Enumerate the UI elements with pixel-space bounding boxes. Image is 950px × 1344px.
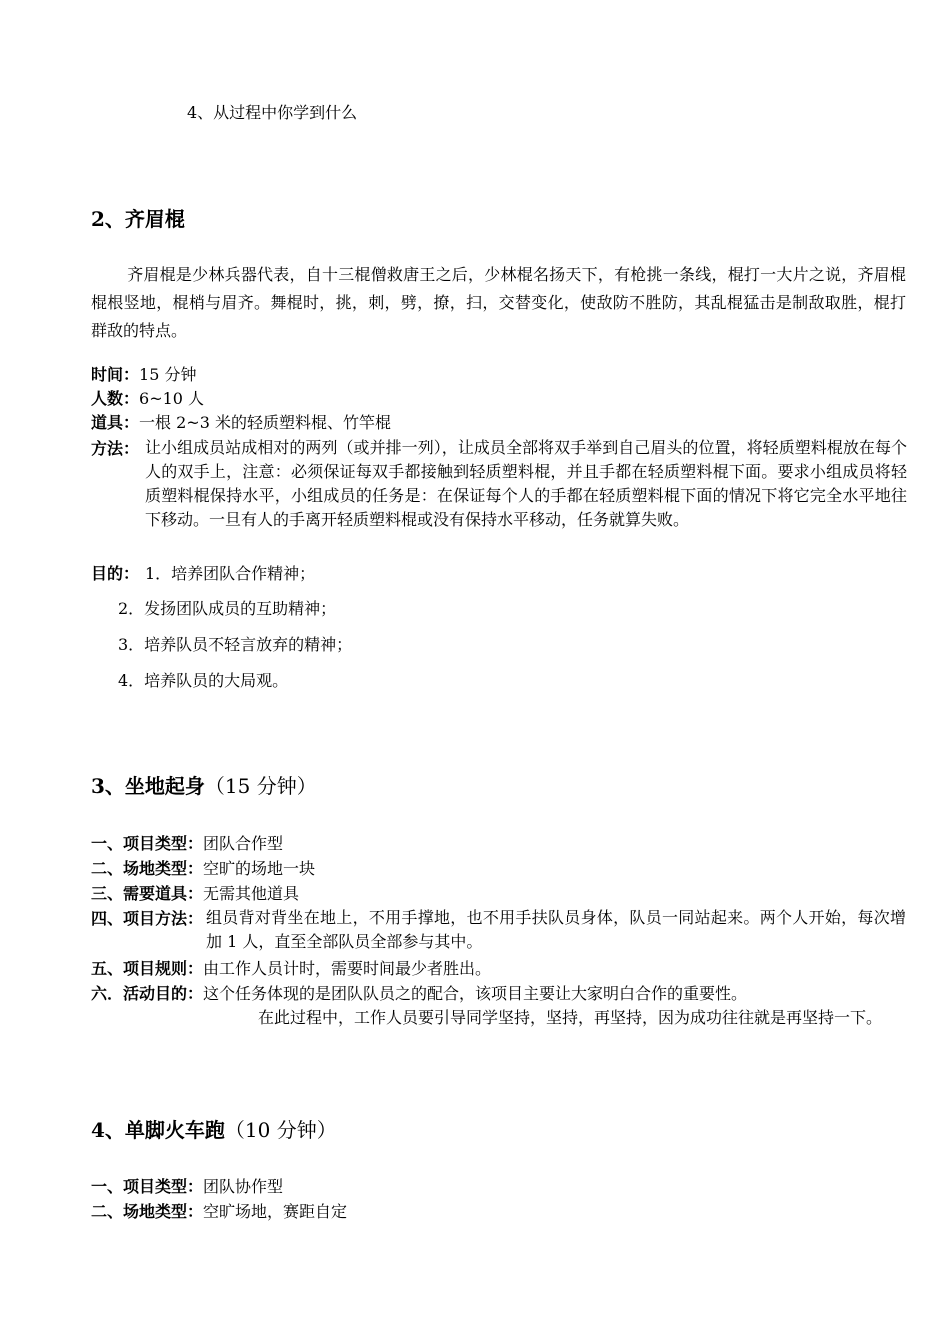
goal-item-2: 2．发扬团队成员的互助精神； xyxy=(118,599,337,618)
s3-props-value: 无需其他道具 xyxy=(203,884,300,903)
section-3-title-main: 3、坐地起身 xyxy=(91,774,205,798)
s3-method-label: 四、项目方法： xyxy=(91,909,204,928)
s3-venue-value: 空旷的场地一块 xyxy=(203,859,316,878)
section-4-title-main: 4、单脚火车跑 xyxy=(91,1118,225,1142)
people-value: 6~10 人 xyxy=(139,389,205,408)
s4-type-value: 团队协作型 xyxy=(203,1177,284,1196)
s3-goal-note-text: 在此过程中，工作人员要引导同学坚持，坚持，再坚持，因为成功往往就是再坚持一下。 xyxy=(258,1008,883,1027)
method-value: 让小组成员站成相对的两列（或并排一列），让成员全部将双手举到自己眉头的位置，将轻质塑料棍放在每个人的双手上，注意：必须保证每双手都接触到轻质塑料棍，并且手都在轻质塑料棍下面。要求小组成员将轻质塑料棍保持水平，小组成员的任务是：在保证每个人的手都在轻质塑料棍下面的情况下将它完全水平地往下移动。一旦有人的手离开轻质塑料棍或没有保持水平移动，任务就算失败。 xyxy=(145,438,907,529)
s3-goal-label: 六．活动目的： xyxy=(91,984,204,1003)
props-row xyxy=(91,410,391,435)
s3-type-label: 一、项目类型： xyxy=(91,834,204,853)
section-2-intro xyxy=(91,261,906,345)
s3-props-row xyxy=(91,881,299,906)
list-item-learned: 4、从过程中你学到什么 xyxy=(187,103,358,122)
time-value: 15 分钟 xyxy=(139,365,197,384)
section-3-title-duration: （15 分钟） xyxy=(204,774,317,798)
people-row xyxy=(91,386,204,411)
s3-rules-label: 五、项目规则： xyxy=(91,959,204,978)
method-label: 方法： xyxy=(91,439,140,458)
s3-rules-row xyxy=(91,956,491,981)
s3-goal-row xyxy=(91,981,747,1006)
s3-goal-value: 这个任务体现的是团队队员之的配合，该项目主要让大家明白合作的重要性。 xyxy=(203,984,748,1003)
props-label: 道具： xyxy=(91,413,140,432)
goal-item-1: 1．培养团队合作精神； xyxy=(145,564,316,583)
goal-item-4: 4．培养队员的大局观。 xyxy=(118,671,289,690)
s3-venue-label: 二、场地类型： xyxy=(91,859,204,878)
s3-venue-row xyxy=(91,856,315,881)
time-row xyxy=(91,362,196,387)
props-value: 一根 2~3 米的轻质塑料棍、竹竿棍 xyxy=(139,413,391,432)
s4-venue-label: 二、场地类型： xyxy=(91,1202,204,1221)
s4-type-label: 一、项目类型： xyxy=(91,1177,204,1196)
section-2-title: 2、齐眉棍 xyxy=(91,207,185,231)
section-2-intro-text: 齐眉棍是少林兵器代表，自十三棍僧救唐王之后，少林棍名扬天下，有枪挑一条线，棍打一大片之说，齐眉棍棍根竖地，棍梢与眉齐。舞棍时，挑，刺，劈，撩，扫，交替变化，使敌防不胜防，其乱棍猛击是制敌取胜，棍打群敌的特点。 xyxy=(91,265,906,340)
s3-type-value: 团队合作型 xyxy=(203,834,284,853)
s4-venue-row xyxy=(91,1199,347,1224)
section-4-title xyxy=(91,1114,337,1143)
people-label: 人数： xyxy=(91,389,140,408)
s3-type-row xyxy=(91,831,283,856)
section-3-title xyxy=(91,770,317,799)
s3-method-value: 组员背对背坐在地上，不用手撑地，也不用手扶队员身体，队员一同站起来。两个人开始，每次增加 1 人，直至全部队员全部参与其中。 xyxy=(206,908,906,951)
s4-venue-value: 空旷场地，赛距自定 xyxy=(203,1202,348,1221)
s4-type-row xyxy=(91,1174,283,1199)
goal-label: 目的： xyxy=(91,564,140,583)
time-label: 时间： xyxy=(91,365,140,384)
s3-rules-value: 由工作人员计时，需要时间最少者胜出。 xyxy=(203,959,492,978)
goal-item-3: 3．培养队员不轻言放弃的精神； xyxy=(118,635,353,654)
s3-props-label: 三、需要道具： xyxy=(91,884,204,903)
s3-goal-note xyxy=(222,1006,906,1030)
section-4-title-duration: （10 分钟） xyxy=(224,1118,337,1142)
